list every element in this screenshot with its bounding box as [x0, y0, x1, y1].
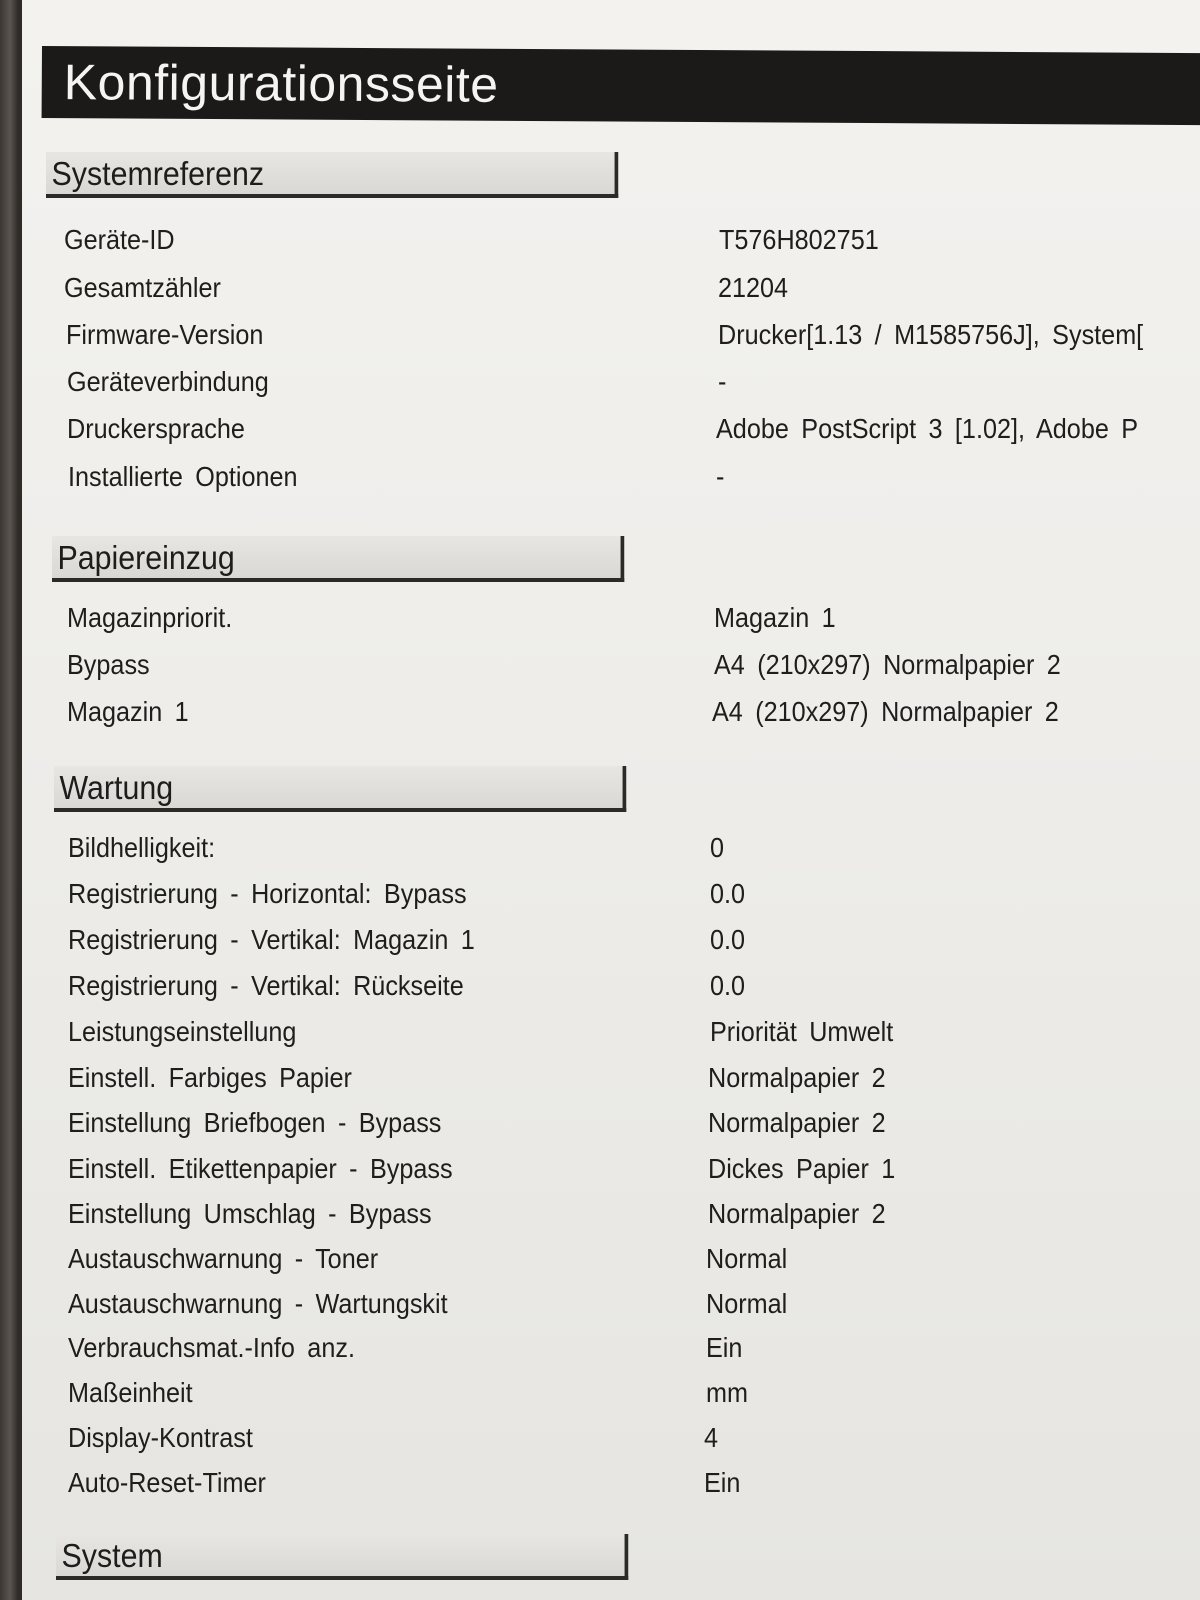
row-value: mm: [706, 1377, 748, 1408]
row-label: Maßeinheit: [68, 1377, 193, 1408]
table-row: [22, 645, 1200, 685]
table-row: [22, 966, 1200, 1006]
row-value: Dickes Papier 1: [708, 1153, 896, 1184]
row-label: Austauschwarnung - Wartungskit: [68, 1288, 448, 1319]
row-value: Normalpapier 2: [708, 1062, 886, 1093]
table-row: [22, 409, 1200, 449]
row-value: Normalpapier 2: [708, 1107, 886, 1138]
row-value: Normal: [706, 1288, 788, 1319]
row-value: 4: [704, 1422, 719, 1453]
table-row: [22, 457, 1200, 497]
row-value: 0.0: [710, 970, 746, 1001]
row-label: Druckersprache: [67, 413, 245, 444]
row-label: Display-Kontrast: [68, 1422, 253, 1453]
row-label: Geräte-ID: [64, 224, 175, 255]
row-label: Einstellung Briefbogen - Bypass: [68, 1107, 442, 1138]
row-value: A4 (210x297) Normalpapier 2: [712, 696, 1059, 727]
row-value: Magazin 1: [714, 602, 836, 633]
row-value: Ein: [704, 1467, 741, 1498]
row-value: Priorität Umwelt: [710, 1016, 894, 1047]
table-row: [22, 920, 1200, 960]
table-row: [22, 1149, 1200, 1189]
table-row: [22, 1058, 1200, 1098]
row-value: Normalpapier 2: [708, 1198, 886, 1229]
table-row: [22, 598, 1200, 638]
row-label: Verbrauchsmat.-Info anz.: [68, 1332, 355, 1363]
table-row: [22, 220, 1200, 260]
row-label: Einstell. Etikettenpapier - Bypass: [68, 1153, 453, 1184]
row-label: Geräteverbindung: [67, 366, 269, 397]
row-value: -: [718, 366, 727, 397]
row-label: Bypass: [67, 649, 150, 680]
row-label: Austauschwarnung - Toner: [68, 1243, 379, 1274]
row-label: Einstell. Farbiges Papier: [68, 1062, 352, 1093]
row-label: Bildhelligkeit:: [68, 832, 216, 863]
table-row: [22, 692, 1200, 732]
row-value: Ein: [706, 1332, 743, 1363]
table-row: [22, 1012, 1200, 1052]
table-row: [22, 1373, 1200, 1413]
row-value: A4 (210x297) Normalpapier 2: [714, 649, 1061, 680]
section-header-wartung: Wartung: [54, 766, 626, 812]
config-page-paper: [22, 0, 1200, 1600]
row-value: 0.0: [710, 878, 746, 909]
table-row: [22, 362, 1200, 402]
page-title: Konfigurationsseite: [42, 46, 1200, 125]
row-value: 21204: [718, 272, 789, 303]
row-label: Magazin 1: [67, 696, 189, 727]
row-label: Leistungseinstellung: [68, 1016, 297, 1047]
row-label: Installierte Optionen: [68, 461, 298, 492]
table-row: [22, 1418, 1200, 1458]
row-value: -: [716, 461, 725, 492]
section-header-systemreferenz: Systemreferenz: [46, 152, 618, 198]
table-row: [22, 828, 1200, 868]
row-label: Registrierung - Vertikal: Rückseite: [68, 970, 464, 1001]
table-row: [22, 1103, 1200, 1143]
table-row: [22, 1284, 1200, 1324]
table-row: [22, 268, 1200, 308]
row-value: 0.0: [710, 924, 746, 955]
row-label: Magazinpriorit.: [67, 602, 233, 633]
row-label: Gesamtzähler: [64, 272, 221, 303]
row-label: Einstellung Umschlag - Bypass: [68, 1198, 432, 1229]
row-value: 0: [710, 832, 725, 863]
table-row: [22, 315, 1200, 355]
table-row: [22, 1328, 1200, 1368]
table-row: [22, 1239, 1200, 1279]
row-value: T576H802751: [719, 224, 879, 255]
row-label: Registrierung - Horizontal: Bypass: [68, 878, 467, 909]
row-value: Adobe PostScript 3 [1.02], Adobe P: [716, 413, 1139, 444]
row-label: Registrierung - Vertikal: Magazin 1: [68, 924, 475, 955]
table-row: [22, 874, 1200, 914]
section-header-system: System: [56, 1534, 628, 1580]
table-row: [22, 1463, 1200, 1503]
section-header-papiereinzug: Papiereinzug: [52, 536, 624, 582]
row-value: Normal: [706, 1243, 788, 1274]
row-label: Auto-Reset-Timer: [68, 1467, 266, 1498]
row-label: Firmware-Version: [66, 319, 264, 350]
row-value: Drucker[1.13 / M1585756J], System[: [718, 319, 1144, 350]
table-row: [22, 1194, 1200, 1234]
